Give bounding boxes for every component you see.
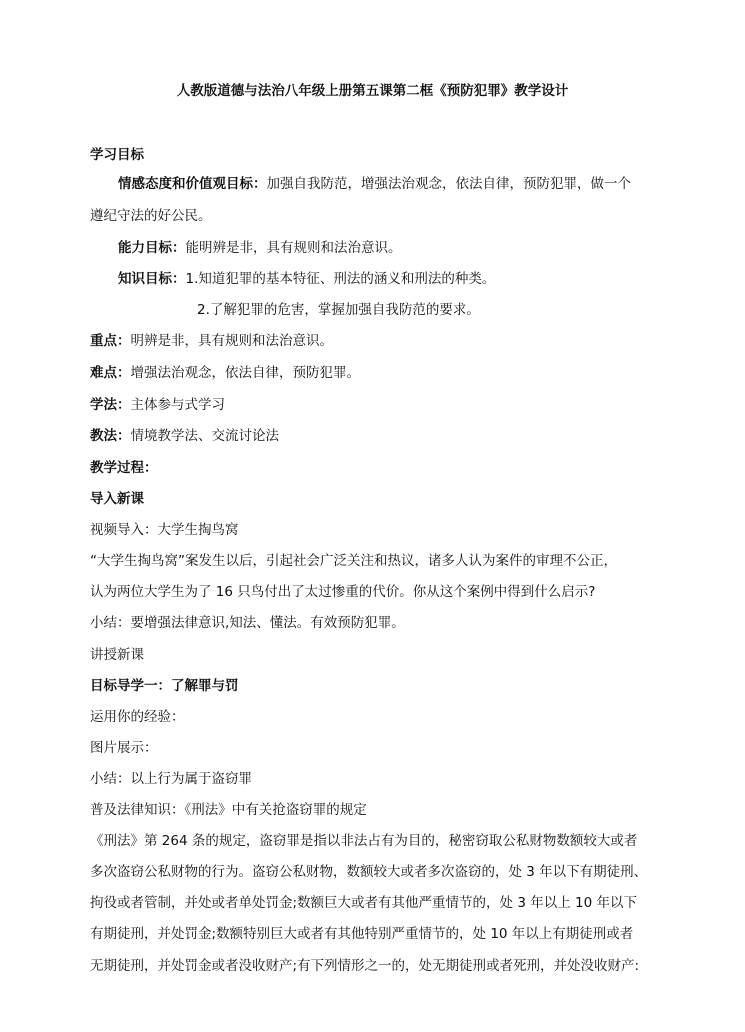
- key-point: [90, 331, 685, 351]
- document-title: 人教版道德与法治八年级上册第五课第二框《预防犯罪》教学设计: [176, 83, 569, 99]
- new-lesson: 讲授新课: [90, 647, 144, 663]
- video-intro: 视频导入：大学生掏鸟窝: [90, 522, 239, 538]
- affective-label: 情感态度和价值观目标：: [118, 176, 267, 192]
- picture-show: 图片展示：: [90, 740, 158, 756]
- law-text-3: 拘役或者管制，并处或者单处罚金;数额巨大或者有其他严重情节的，处 3 年以上 10 年以下: [90, 895, 637, 911]
- difficulty-label: 难点：: [90, 365, 131, 381]
- study-method: [90, 395, 685, 415]
- law-text-5: 无期徒刑，并处罚金或者没收财产;有下列情形之一的，处无期徒刑或者死刑，并处没收财产:: [90, 958, 640, 974]
- knowledge-text-1: 1.知道犯罪的基本特征、刑法的涵义和刑法的种类。: [185, 271, 496, 287]
- process-heading: 教学过程：: [90, 460, 158, 476]
- experience: 运用你的经验：: [90, 709, 185, 725]
- knowledge-text-2: 2.了解犯罪的危害，掌握加强自我防范的要求。: [197, 302, 480, 318]
- law-knowledge: 普及法律知识：《刑法》中有关抢盗窃罪的规定: [90, 802, 367, 818]
- knowledge-label: 知识目标：: [118, 271, 186, 287]
- ability-text: 能明辨是非，具有规则和法治意识。: [185, 240, 402, 256]
- law-text-4: 有期徒刑，并处罚金;数额特别巨大或者有其他特别严重情节的，处 10 年以上有期徒刑或者: [90, 926, 634, 942]
- intro-heading: 导入新课: [90, 491, 144, 507]
- case-text-1: “大学生掏鸟窝”案发生以后，引起社会广泛关注和热议，诸多人认为案件的审理不公正，: [90, 553, 617, 569]
- key-label: 重点：: [90, 333, 131, 349]
- difficulty-text: 增强法治观念，依法自律，预防犯罪。: [130, 365, 360, 381]
- summary-2: 小结：以上行为属于盗窃罪: [90, 771, 252, 787]
- affective-text-continued: 遵纪守法的好公民。: [90, 208, 212, 224]
- affective-text: 加强自我防范，增强法治观念，依法自律，预防犯罪，做一个: [266, 176, 631, 192]
- study-text: 主体参与式学习: [130, 397, 225, 413]
- law-text-2: 多次盗窃公私财物的行为。盗窃公私财物，数额较大或者多次盗窃的，处 3 年以下有期徒刑、: [90, 864, 648, 880]
- study-label: 学法：: [90, 397, 131, 413]
- objectives-heading: 学习目标: [90, 147, 144, 163]
- law-text-1: 《刑法》第 264 条的规定，盗窃罪是指以非法占有为目的，秘密窃取公私财物数额较大或者: [90, 833, 638, 849]
- case-text-2: 认为两位大学生为了 16 只鸟付出了太过惨重的代价。你从这个案例中得到什么启示?: [90, 584, 596, 600]
- teach-label: 教法：: [90, 428, 131, 444]
- teach-text: 情境教学法、交流讨论法: [130, 428, 279, 444]
- difficulty-point: [90, 363, 685, 383]
- summary-1: 小结：要增强法律意识,知法、懂法。有效预防犯罪。: [90, 615, 405, 631]
- knowledge-objective: [118, 269, 685, 289]
- key-text: 明辨是非，具有规则和法治意识。: [130, 333, 333, 349]
- goal1-heading: 目标导学一：了解罪与罚: [90, 678, 239, 694]
- ability-label: 能力目标：: [118, 240, 186, 256]
- ability-objective: [118, 238, 685, 258]
- teaching-method: [90, 426, 685, 446]
- affective-objective: [118, 174, 685, 194]
